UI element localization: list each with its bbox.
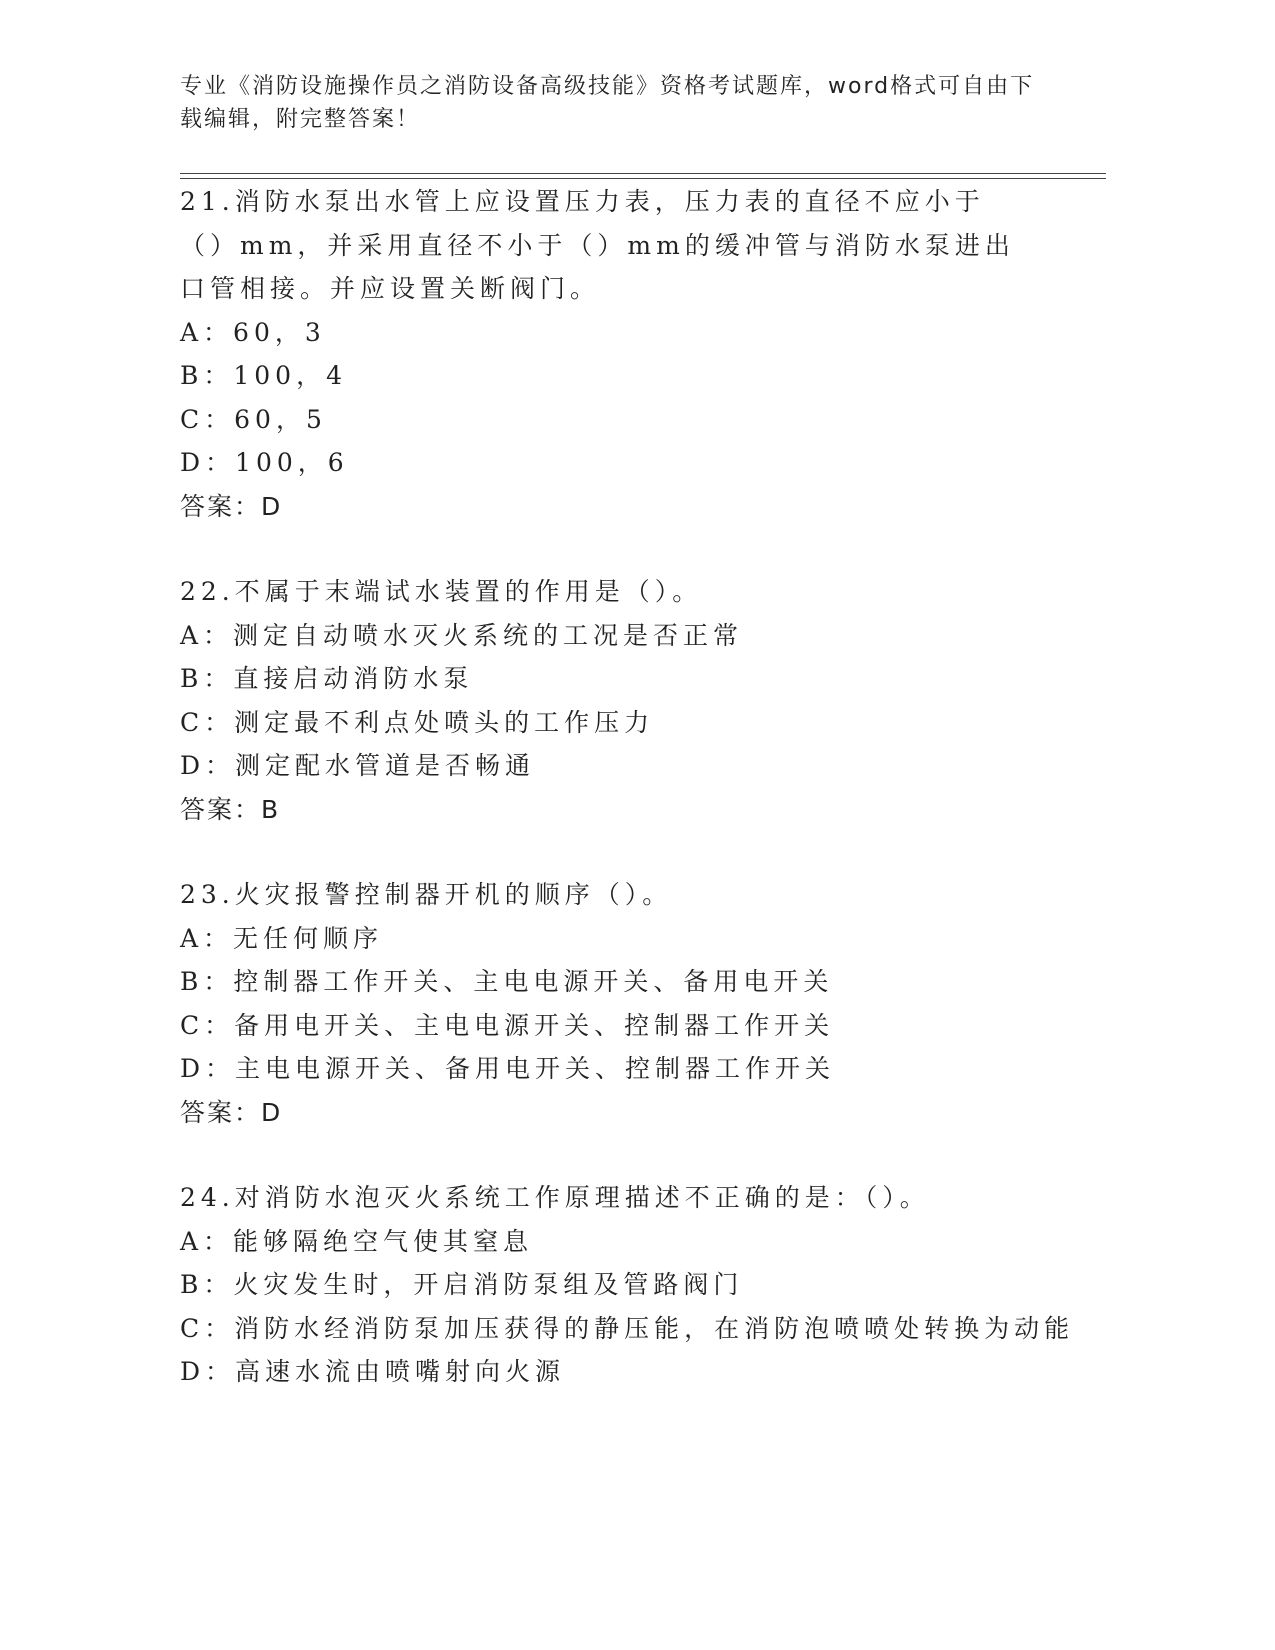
option-d: D：主电电源开关、备用电开关、控制器工作开关: [180, 1054, 836, 1083]
header-line-1: 专业《消防设施操作员之消防设备高级技能》资格考试题库，word格式可自由下: [180, 74, 1035, 99]
header-divider-top: [180, 173, 1106, 174]
option-a: A：测定自动喷水灭火系统的工况是否正常: [180, 620, 744, 650]
question-stem: 21.消防水泵出水管上应设置压力表，压力表的直径不应小于（）mm，并采用直径不小于（）mm的缓冲管与消防水泵进出口管相接。并应设置关断阀门。: [180, 187, 1015, 303]
question-stem: 22.不属于末端试水装置的作用是（）。: [180, 577, 703, 606]
answer-line: 答案：D: [180, 1097, 283, 1127]
option-d: D：高速水流由喷嘴射向火源: [180, 1357, 566, 1386]
question-stem: 24.对消防水泡灭火系统工作原理描述不正确的是：（）。: [180, 1183, 930, 1212]
option-c: C：消防水经消防泵加压获得的静压能，在消防泡喷喷处转换为动能: [180, 1313, 1075, 1343]
option-a: A：能够隔绝空气使其窒息: [180, 1226, 534, 1256]
answer-line: 答案：B: [180, 794, 281, 824]
document-header: [180, 70, 1060, 136]
option-c: C：测定最不利点处喷头的工作压力: [180, 707, 655, 737]
option-d: D：100，6: [180, 448, 349, 477]
question-23: [180, 873, 1080, 1134]
option-b: B：直接启动消防水泵: [180, 664, 474, 693]
option-c: C：备用电开关、主电电源开关、控制器工作开关: [180, 1010, 835, 1040]
question-24: [180, 1176, 1080, 1394]
header-line-2: 载编辑，附完整答案！: [180, 107, 421, 132]
option-b: B：火灾发生时，开启消防泵组及管路阀门: [180, 1270, 744, 1299]
answer-line: 答案：D: [180, 491, 283, 521]
question-21: [180, 180, 1080, 528]
question-list: [180, 180, 1080, 1394]
option-d: D：测定配水管道是否畅通: [180, 751, 536, 780]
header-divider-bottom: [180, 178, 1106, 179]
option-a: A：无任何顺序: [180, 923, 384, 953]
option-c: C：60，5: [180, 404, 327, 434]
option-a: A：60，3: [180, 317, 326, 347]
question-22: [180, 570, 1080, 831]
question-stem: 23.火灾报警控制器开机的顺序（）。: [180, 880, 673, 909]
option-b: B：控制器工作开关、主电电源开关、备用电开关: [180, 967, 834, 996]
option-b: B：100，4: [180, 361, 347, 390]
